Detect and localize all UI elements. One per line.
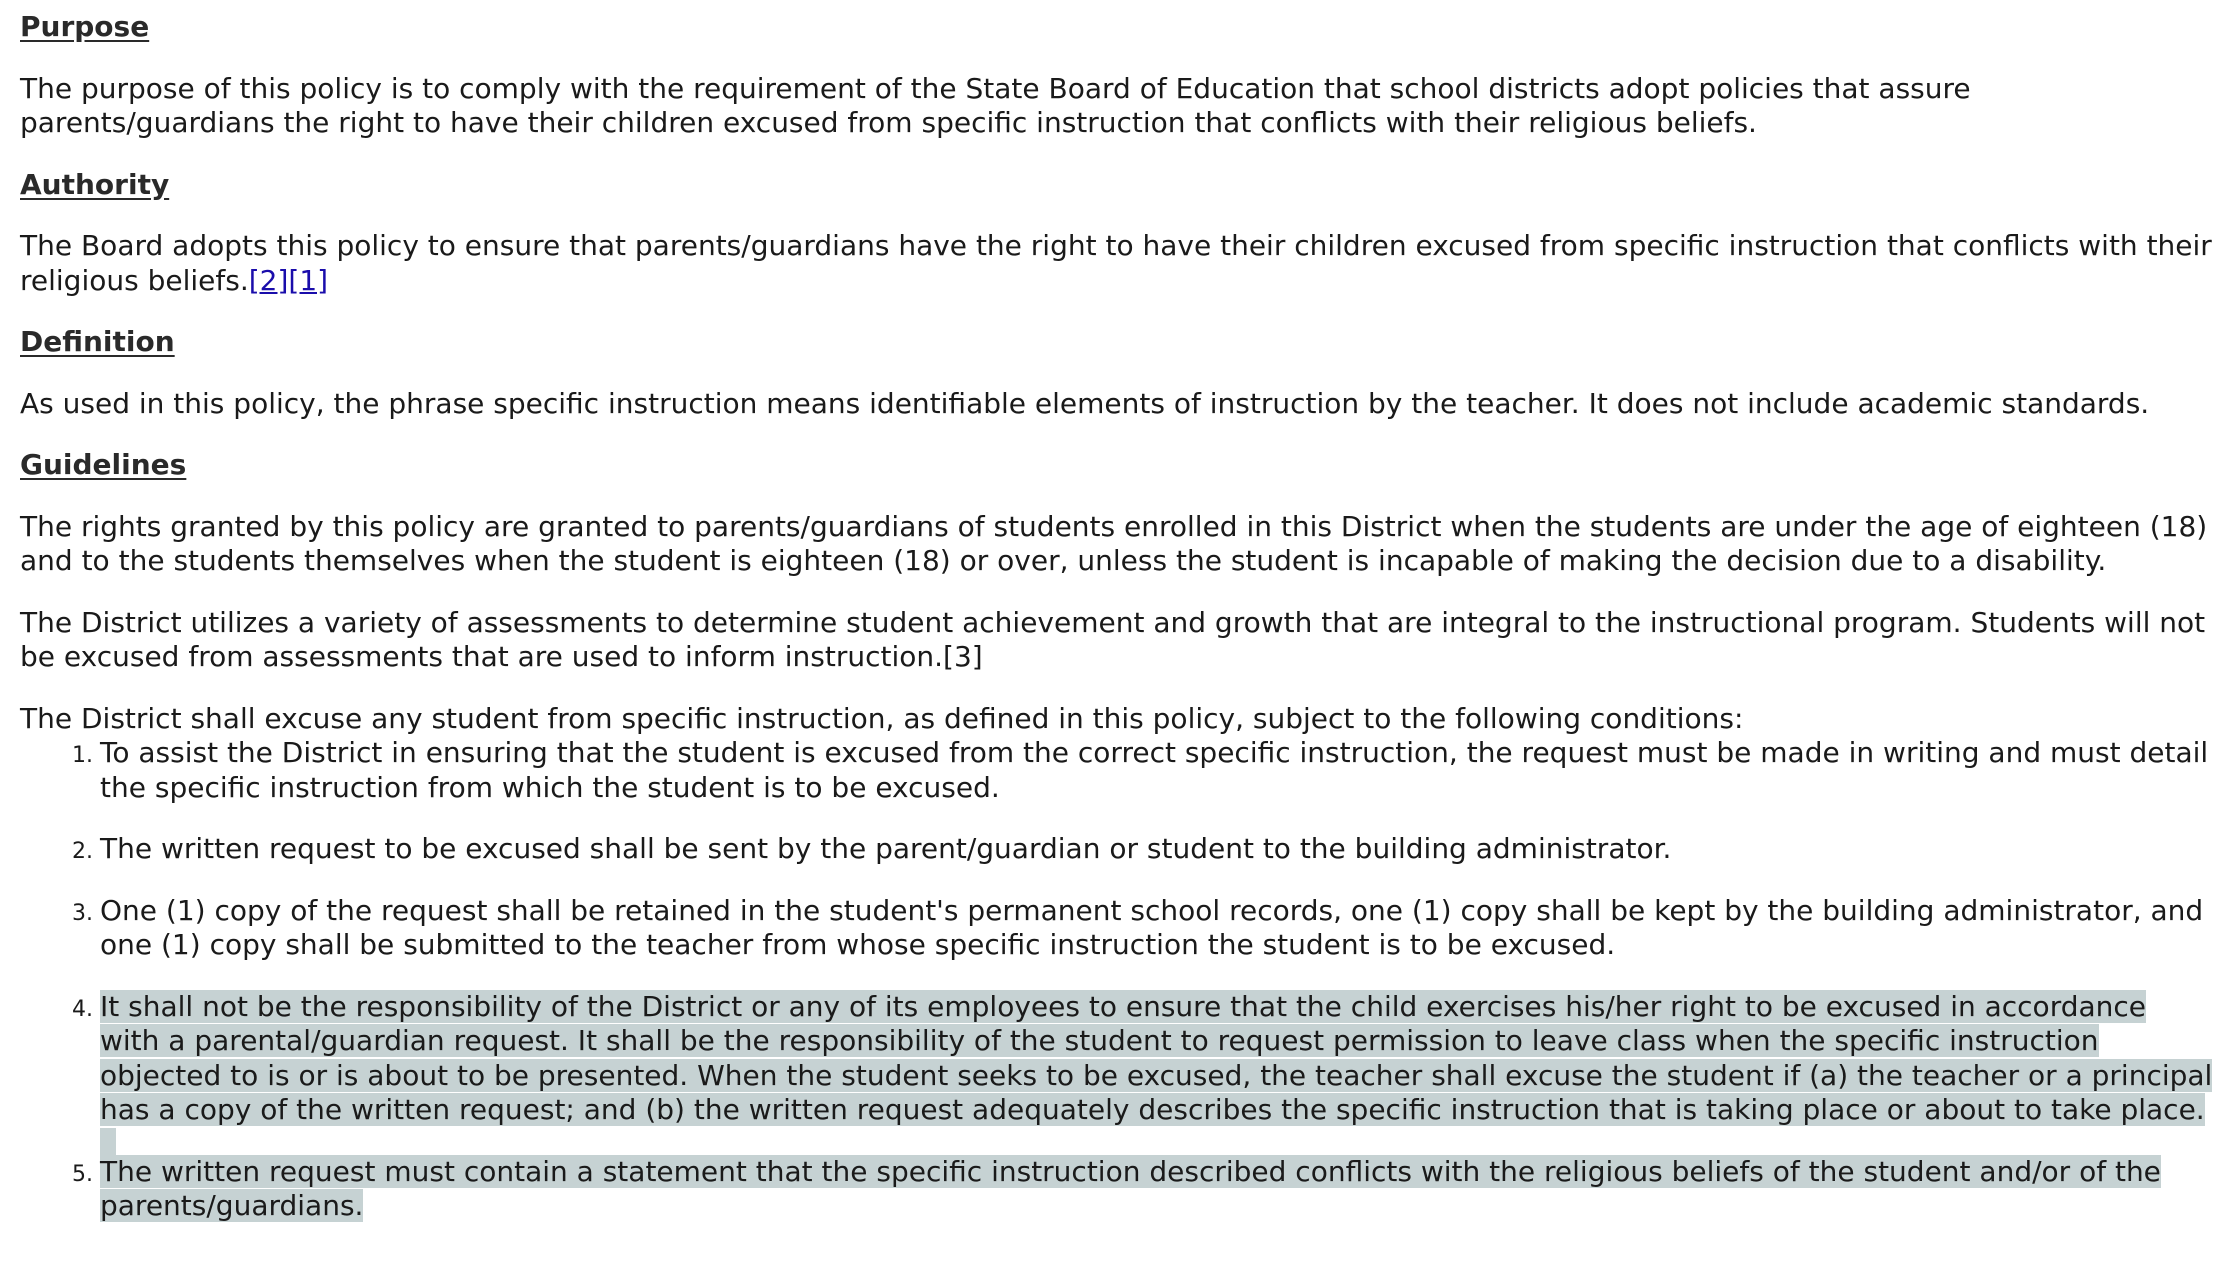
definition-heading: Definition: [20, 325, 175, 358]
authority-heading: Authority: [20, 167, 170, 201]
authority-text: [20, 229, 2214, 298]
list-item: [100, 990, 2214, 1155]
list-item: [100, 894, 2214, 963]
list-item-text: One (1) copy of the request shall be retained in the student's permanent school records, one (1) copy shall be kept by the building administrator, and one (1) copy shall be submitted to the teacher from whose specific instruction the student is to be excused.: [100, 893, 2204, 961]
list-item: [100, 1155, 2214, 1224]
purpose-heading: Purpose: [20, 10, 150, 43]
authority-text-body: The Board adopts this policy to ensure that parents/guardians have the right to have their children excused from specific instruction that conflicts with their religious beliefs.: [20, 229, 2212, 297]
guidelines-paragraph-3: The District shall excuse any student from specific instruction, as defined in this policy, subject to the following conditions:: [20, 701, 1744, 735]
list-item: [100, 736, 2214, 805]
list-item-text: The written request to be excused shall be sent by the parent/guardian or student to the building administrator.: [100, 832, 1672, 865]
list-item-text: To assist the District in ensuring that the student is excused from the correct specific instruction, the request must be made in writing and must detail the specific instruction from which the student is to be excused.: [100, 736, 2209, 804]
reference-link-2[interactable]: [2]: [248, 263, 289, 297]
guidelines-paragraph-2: The District utilizes a variety of assessments to determine student achievement and growth that are integral to the instructional program. Students will not be excused from assessments that are used to inform instruction.[3]: [20, 605, 2206, 673]
purpose-text: The purpose of this policy is to comply with the requirement of the State Board of Education that school districts adopt policies that assure parents/guardians the right to have their children excused from specific instruction that conflicts with their religious beliefs.: [20, 71, 1971, 139]
highlighted-list-item-text: The written request must contain a statement that the specific instruction described conflicts with the religious beliefs of the student and/or of the parents/guardians.: [100, 1154, 2161, 1222]
list-item: [100, 832, 2214, 867]
highlighted-list-item-text: It shall not be the responsibility of the District or any of its employees to ensure that the child exercises his/her right to be excused in accordance with a parental/guardian request. It shall be the responsibility of the student to request permission to leave class when the specific instruction objected to is or is about to be presented. When the student seeks to be excused, the teacher shall excuse the student if (a) the teacher or a principal has a copy of the written request; and (b) the written request adequately describes the specific instruction that is taking place or about to take place.: [100, 989, 2213, 1126]
guidelines-paragraph-1: The rights granted by this policy are granted to parents/guardians of students enrolled in this District when the students are under the age of eighteen (18) and to the students themselves when the student is eighteen (18) or over, unless the student is incapable of making the decision due to a disability.: [20, 509, 2208, 577]
highlight-gap: [100, 1128, 116, 1155]
guidelines-heading: Guidelines: [20, 448, 187, 481]
reference-link-1[interactable]: [1]: [288, 263, 329, 297]
definition-text: As used in this policy, the phrase specific instruction means identifiable elements of instruction by the teacher. It does not include academic standards.: [20, 386, 2150, 420]
conditions-list: [20, 736, 2214, 1224]
